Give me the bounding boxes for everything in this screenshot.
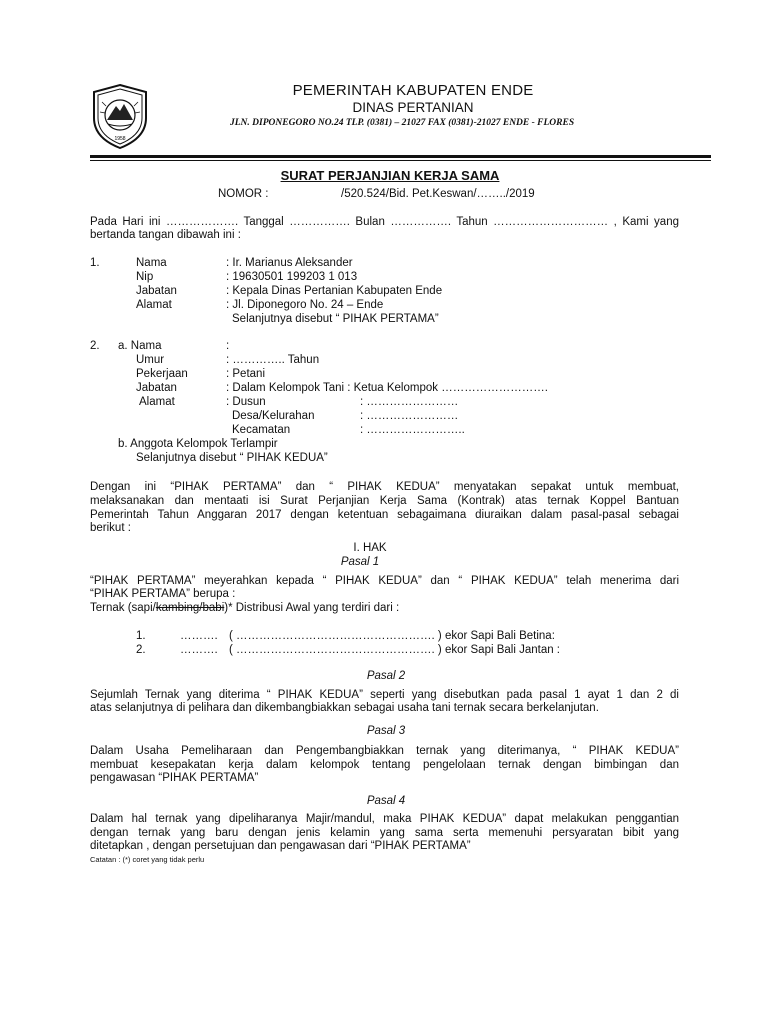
pasal-2-line-2: atas selanjutnya di pelihara dan dikembangbiakkan sebagai usaha tani ternak secara berkelanjutan. [90,702,599,714]
pasal-3-heading: Pasal 3 [366,725,406,737]
party2-kecamatan-value: : …………………….. [360,424,465,436]
pasal-2-heading: Pasal 2 [366,670,406,682]
intro-line-1: Dengan ini “PIHAK PERTAMA” dan “ PIHAK KEDUA” menyatakan sepakat untuk membuat, [90,481,679,493]
party1-name-label: Nama [136,257,167,269]
header-line-1: PEMERINTAH KABUPATEN ENDE [292,82,534,99]
pasal-2-line-1: Sejumlah Ternak yang diterima “ PIHAK KEDUA” seperti yang disebutkan pada pasal 1 ayat 1 dan 2 di [90,689,679,701]
intro-line-2: melaksanakan dan mentaati isi Surat Perjanjian Kerja Sama (Kontrak) atas ternak Koppel Bantuan [90,495,679,507]
party2-selanjutnya: Selanjutnya disebut “ PIHAK KEDUA” [136,452,328,464]
party2-number: 2. [90,340,100,352]
pasal-1-line-2: “PIHAK PERTAMA” berupa : [90,588,236,600]
section-hak-heading: I. HAK [353,542,387,554]
party2-pekerjaan-value: : Petani [226,368,265,380]
pasal-1-line-3-end: )* Distribusi Awal yang terdiri dari : [224,602,400,614]
pasal-1-line-3 [90,602,399,614]
party1-selanjutnya: Selanjutnya disebut “ PIHAK PERTAMA” [232,313,439,325]
nomor-value: /520.524/Bid. Pet.Keswan/……../2019 [341,188,535,200]
intro-line-3: Pemerintah Tahun Anggaran 2017 dengan ketentuan sebagaimana diuraikan dalam pasal-pasal sebagai [90,509,679,521]
party1-nip-label: Nip [136,271,154,283]
party2-desa-value: : …………………… [360,410,459,422]
party2-umur-label: Umur [136,354,165,366]
opening-line-1: Pada Hari ini ………………. Tanggal ……………. Bulan ……………. Tahun ………………………… , Kami yang [90,216,679,228]
pasal-1-heading: Pasal 1 [340,556,380,568]
pasal-3-line-2: membuat kesepakatan kerja dalam kelompok tentang pengelolaan ternak dengan bimbingan dan [90,759,679,771]
pasal-4-heading: Pasal 4 [366,795,406,807]
livestock-item-2-dots: ………. [180,644,218,656]
party1-jabatan-value: : Kepala Dinas Pertanian Kabupaten Ende [226,285,443,297]
intro-line-4: berikut : [90,522,131,534]
header-rule-thick [90,155,711,158]
pasal-3-line-3: pengawasan “PIHAK PERTAMA” [90,772,259,784]
party2-name-label: a. Nama [118,340,162,352]
party2-jabatan-value: : Dalam Kelompok Tani : Ketua Kelompok ………………………. [226,382,548,394]
party1-nip-value: : 19630501 199203 1 013 [226,271,358,283]
party2-name-colon: : [226,340,230,352]
party2-jabatan-label: Jabatan [136,382,177,394]
party2-anggota: b. Anggota Kelompok Terlampir [118,438,278,450]
header-rule-thin [90,160,711,161]
party2-pekerjaan-label: Pekerjaan [136,368,188,380]
party1-alamat-label: Alamat [136,299,172,311]
livestock-item-2-text: ( ……………………………………………. ) ekor Sapi Bali Jantan : [229,644,561,656]
party2-dusun-label: : Dusun [226,396,266,408]
pasal-1-line-3-start: Ternak (sapi/ [90,602,156,614]
livestock-item-1-number: 1. [136,630,146,642]
party1-alamat-value: : Jl. Diponegoro No. 24 – Ende [226,299,384,311]
party2-umur-value: : ………….. Tahun [226,354,320,366]
pasal-4-line-1: Dalam hal ternak yang dipeliharanya Majir/mandul, maka PIHAK KEDUA” dapat melakukan penggantian [90,813,679,825]
opening-line-2: bertanda tangan dibawah ini : [90,229,241,241]
pasal-4-line-3: ditetapkan , dengan persetujuan dan pengawasan dari “PIHAK PERTAMA” [90,840,471,852]
header-line-2: DINAS PERTANIAN [352,100,474,115]
nomor-label: NOMOR : [218,188,269,200]
catatan-note: Catatan : (*) coret yang tidak perlu [90,855,205,864]
party2-kecamatan-label: Kecamatan [232,424,291,436]
party2-dusun-value: : …………………… [360,396,459,408]
party1-number: 1. [90,257,100,269]
party2-alamat-label: Alamat [139,396,175,408]
regency-seal-logo [88,82,152,150]
livestock-item-2-number: 2. [136,644,146,656]
pasal-1-line-1: “PIHAK PERTAMA” meyerahkan kepada “ PIHAK KEDUA” dan “ PIHAK KEDUA” telah menerima dari [90,575,679,587]
pasal-3-line-1: Dalam Usaha Pemeliharaan dan Pengembangbiakkan ternak yang diterimanya, “ PIHAK KEDUA” [90,745,679,757]
pasal-4-line-2: dengan ternak yang baru dengan jenis kelamin yang sama serta memenuhi persyaratan bibit yang [90,827,679,839]
party2-desa-label: Desa/Kelurahan [232,410,315,422]
party1-name-value: : Ir. Marianus Aleksander [226,257,353,269]
livestock-item-1-dots: ………. [180,630,218,642]
seal-year: 1958 [114,136,126,142]
party1-jabatan-label: Jabatan [136,285,177,297]
header-address: JLN. DIPONEGORO NO.24 TLP. (0381) – 21027 FAX (0381)-21027 ENDE - FLORES [230,118,575,128]
letter-title: SURAT PERJANJIAN KERJA SAMA [280,168,500,183]
pasal-1-struck-text: kambing/babi [155,602,225,614]
livestock-item-1-text: ( ……………………………………………. ) ekor Sapi Bali Betina: [229,630,555,642]
